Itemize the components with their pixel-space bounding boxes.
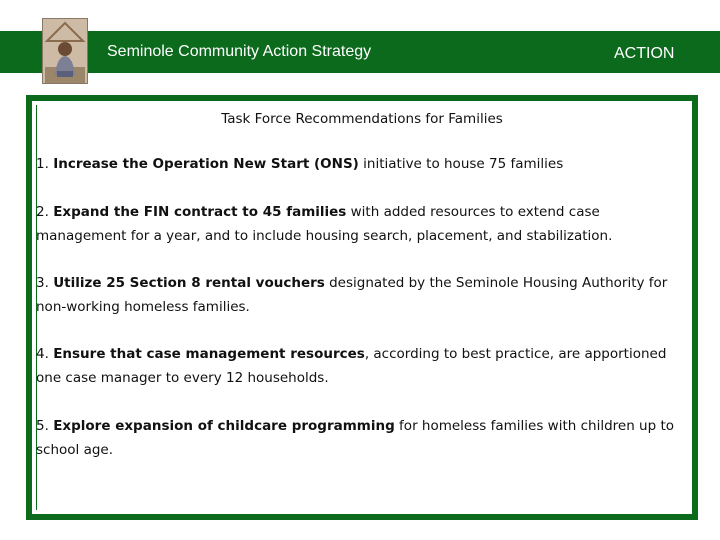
recommendation-number: 5. [36,418,49,434]
recommendation-bold: Explore expansion of childcare programming [53,418,395,434]
child-photo-icon [42,18,88,84]
recommendation-text: , according to best practice, are apportioned one case manager to every 12 households. [36,346,667,386]
recommendation-text: designated by the Seminole Housing Authority for non-working homeless families. [36,275,668,315]
recommendation-text: for homeless families with children up to school age. [36,418,675,458]
recommendation-number: 3. [36,275,49,291]
task-force-title: Task Force Recommendations for Families [221,111,503,127]
page-title: Seminole Community Action Strategy [107,43,372,60]
recommendations-panel [32,101,692,514]
recommendation-number: 2. [36,204,49,220]
recommendations-frame [26,95,698,520]
recommendation-item [36,201,691,248]
recommendation-bold: Expand the FIN contract to 45 families [53,204,347,220]
recommendation-number: 4. [36,346,49,362]
recommendation-bold: Increase the Operation New Start (ONS) [53,156,359,172]
recommendation-bold: Utilize 25 Section 8 rental vouchers [53,275,325,291]
recommendation-text: with added resources to extend case management for a year, and to include housing search, placement, and stabilization. [36,204,613,244]
recommendation-item [36,153,691,177]
recommendation-bold: Ensure that case management resources [53,346,365,362]
recommendation-item [36,272,691,319]
recommendation-number: 1. [36,156,49,172]
recommendation-item [36,343,691,390]
recommendation-item [36,415,691,462]
action-label: ACTION [614,45,675,62]
recommendation-text: initiative to house 75 families [358,156,564,172]
